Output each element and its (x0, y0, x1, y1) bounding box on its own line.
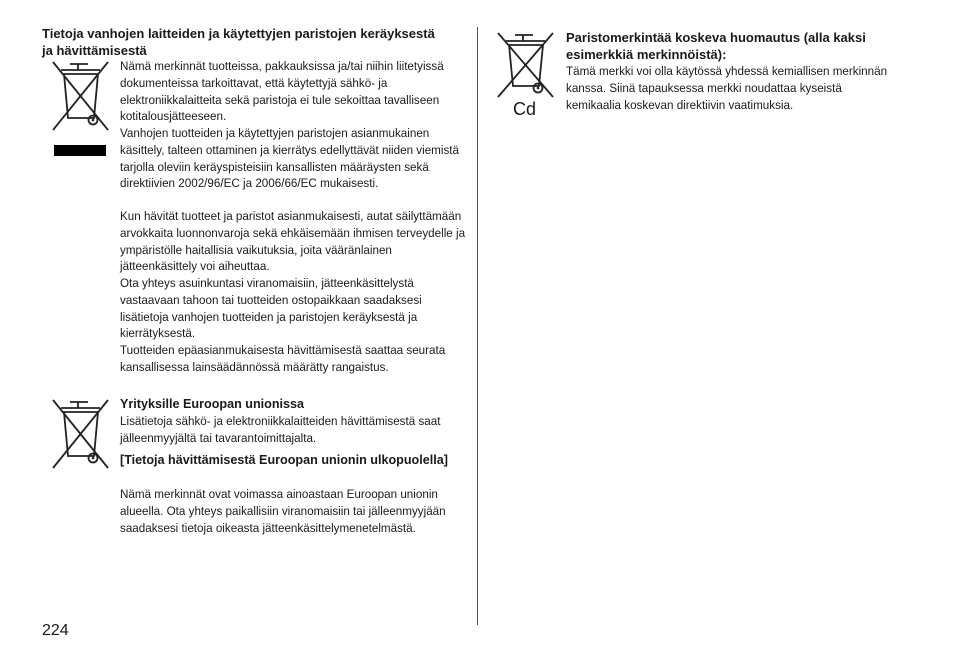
eu-business-text: Lisätietoja sähkö- ja elektroniikkalaitteiden hävittämisestä saat jälleenmyyjältä tai tavarantoimittajalta. (120, 414, 441, 445)
intro-paragraph: Nämä merkinnät tuotteissa, pakkauksissa ja/tai niihin liitetyissä dokumenteissa tarkoittavat, että käytettyjä sähkö- ja elektroniikkalaitteita sekä paristoja ei tule sekoittaa tavalliseen kotitalousjätteeseen. (120, 59, 444, 124)
collection-paragraph: Vanhojen tuotteiden ja käytettyjen paristojen asianmukainen käsittely, talteen ottaminen ja kierrätys edellyttävät niiden viemistä tarjolla oleviin keräyspisteisiin kansallisten määräysten sekä direktiivien 2002/96/EC ja 2006/66/EC mukaisesti. (120, 126, 460, 191)
battery-note-text: Tämä merkki voi olla käytössä yhdessä kemiallisen merkinnän kanssa. Siinä tapauksessa merkki noudattaa kyseistä kemikaalia koskevan direktiivin vaatimuksia. (566, 64, 888, 112)
column-divider (477, 27, 478, 625)
section-heading: Tietoja vanhojen laitteiden ja käytettyjen paristojen keräyksestä ja hävittämisestä (42, 26, 435, 58)
outside-eu-text: Nämä merkinnät ovat voimassa ainoastaan Euroopan unionin alueella. Ota yhteys paikallisiin viranomaisiin tai jälleenmyyjään saadaksesi tietoja oikeasta jätteenkäsittelymenetelmästä. (120, 487, 446, 535)
page-number: 224 (42, 622, 69, 639)
chemical-symbol-label: Cd (513, 99, 537, 119)
black-bar-marking (54, 145, 106, 156)
crossed-out-wheelie-bin-icon (50, 396, 112, 472)
crossed-out-wheelie-bin-icon (495, 30, 557, 100)
crossed-out-wheelie-bin-icon (50, 58, 112, 134)
outside-eu-title: [Tietoja hävittämisestä Euroopan unionin ulkopuolella] (120, 453, 448, 467)
contact-paragraph: Ota yhteys asuinkuntasi viranomaisiin, jätteenkäsittelystä vastaavaan tahoon tai tuotteiden ostopaikkaan saadaksesi lisätietoja vanhojen tuotteiden ja paristojen keräyksestä ja kierrätyksestä. (120, 276, 422, 341)
battery-note-heading: Paristomerkintää koskeva huomautus (alla kaksi esimerkkiä merkinnöistä): (566, 30, 866, 62)
penalty-paragraph: Tuotteiden epäasianmukaisesta hävittämisestä saattaa seurata kansallisessa lainsäädännössä määrätty rangaistus. (120, 343, 446, 374)
disposal-paragraph: Kun hävität tuotteet ja paristot asianmukaisesti, autat säilyttämään arvokkaita luonnonvaroja sekä ehkäisemään ihmisen terveydelle ja ympäristölle haitallisia vaikutuksia, joita vääränlainen jätteenkäsittely voi aiheuttaa. (120, 209, 466, 274)
eu-business-title: Yrityksille Euroopan unionissa (120, 397, 305, 411)
